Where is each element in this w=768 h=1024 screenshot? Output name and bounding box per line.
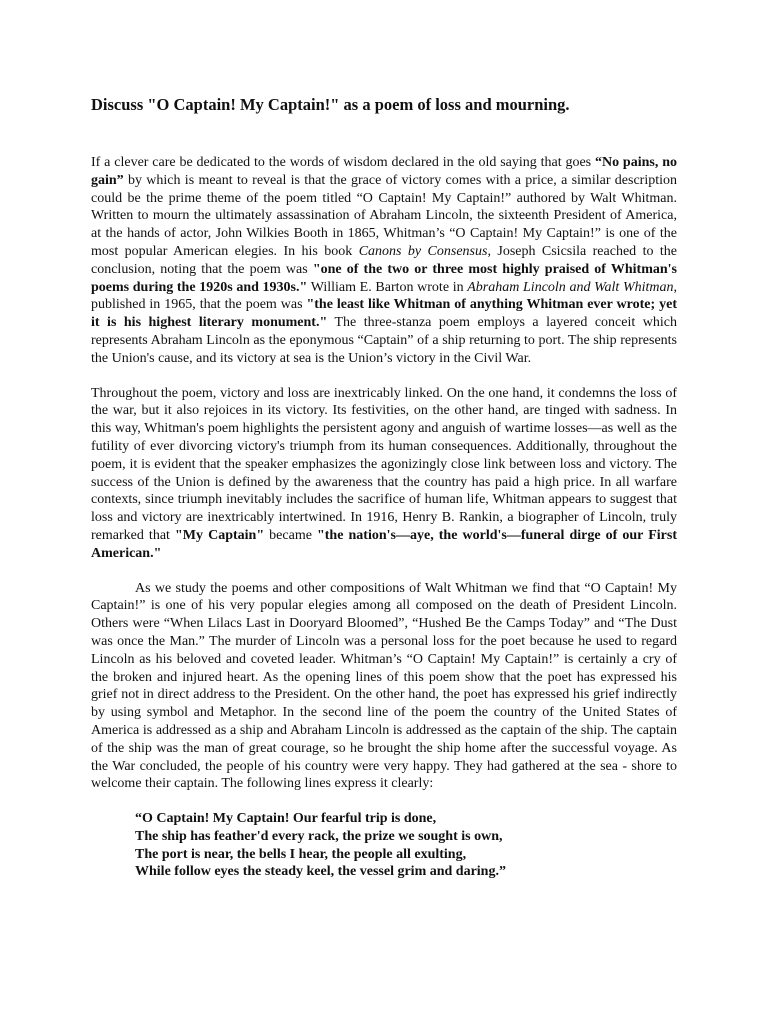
text-run: Throughout the poem, victory and loss are inextricably linked. On the one hand, it condemns the loss of the war, but it also rejoices in its victory. Its festivities, on the other hand, are tinged with sadness. In this way, Whitman's poem highlights the persistent agony and anguish of wartime losses—as well as the futility of ever divorcing victory's triumph from its human consequences. Additionally, throughout the poem, it is evident that the speaker emphasizes the agonizingly close link between loss and victory. The success of the Union is defined by the awareness that the country has paid a high price. In all warfare contexts, since triumph inevitably includes the sacrifice of human life, Whitman appears to suggest that loss and victory are inextricably intertwined. In 1916, Henry B. Rankin, a biographer of Lincoln, truly remarked that xyxy=(91,385,677,543)
poem-line: The ship has feather'd every rack, the prize we sought is own, xyxy=(135,828,503,844)
italic-title: Canons by Consensus, xyxy=(358,243,491,259)
bold-quote: "the nation's—aye, the world's—funeral dirge of our First American." xyxy=(91,527,677,561)
poem-line: “O Captain! My Captain! Our fearful trip is done, xyxy=(135,811,437,827)
poem-line: While follow eyes the steady keel, the vessel grim and daring.” xyxy=(135,864,506,880)
paragraph-1 xyxy=(91,154,677,368)
paragraph-2 xyxy=(91,385,677,563)
bold-quote: "one of the two or three most highly praised of Whitman's poems during the 1920s and 1930s." xyxy=(91,261,677,295)
paragraph-3: As we study the poems and other compositions of Walt Whitman we find that “O Captain! My Captain!” is one of his very popular elegies among all composed on the death of President Lincoln. Others were “When Lilacs Last in Dooryard Bloomed”, “Hushed Be the Camps Today” and “The Dust was once the Man.” The murder of Lincoln was a personal loss for the poet because he used to regard Lincoln as his beloved and coveted leader. Whitman’s “O Captain! My Captain!” is certainly a cry of the broken and injured heart. As the opening lines of this poem show that the poet has expressed his grief not in direct address to the President. On the other hand, the poet has expressed his grief indirectly by using symbol and Metaphor. In the second line of the poem the country of the United States of America is addressed as a ship and Abraham Lincoln is addressed as the captain of the ship. The captain of the ship was the man of great courage, so he brought the ship home after the successful voyage. As the War concluded, the people of his country were very happy. They had gathered at the sea - shore to welcome their captain. The following lines express it clearly: xyxy=(91,580,677,792)
text-run: The three-stanza poem employs a layered conceit which represents Abraham Lincoln as the eponymous “Captain” of a ship returning to port. The ship represents the Union's cause, and its victory at sea is the Union’s victory in the Civil War. xyxy=(91,315,677,366)
bold-quote: "the least like Whitman of anything Whitman ever wrote; yet it is his highest literary monument." xyxy=(91,297,677,331)
bold-quote: "My Captain" xyxy=(175,527,265,543)
document-page xyxy=(91,94,677,881)
text-run: became xyxy=(264,527,317,543)
bold-quote: “No pains, no gain” xyxy=(91,155,677,188)
text-run: , published in 1965, that the poem was xyxy=(91,279,677,313)
text-run: Joseph Csicsila reached to the conclusion, noting that the poem was xyxy=(91,243,677,277)
text-run: If a clever care be dedicated to the words of wisdom declared in the old saying that goes xyxy=(91,155,595,170)
document-title: Discuss "O Captain! My Captain!" as a poem of loss and mourning. xyxy=(91,95,570,114)
text-run: by which is meant to reveal is that the grace of victory comes with a price, a similar description could be the prime theme of the poem titled “O Captain! My Captain!” authored by Walt Whitman. Written to mourn the ultimately assassination of Abraham Lincoln, the sixteenth President of America, at the hands of actor, John Wilkies Booth in 1865, Whitman’s “O Captain! My Captain!” is one of the most popular American elegies. In his book xyxy=(91,172,677,259)
text-run: William E. Barton wrote in xyxy=(307,279,468,295)
poem-quote xyxy=(135,810,677,881)
poem-line: The port is near, the bells I hear, the people all exulting, xyxy=(135,846,467,862)
italic-title: Abraham Lincoln and Walt Whitman xyxy=(467,279,674,295)
